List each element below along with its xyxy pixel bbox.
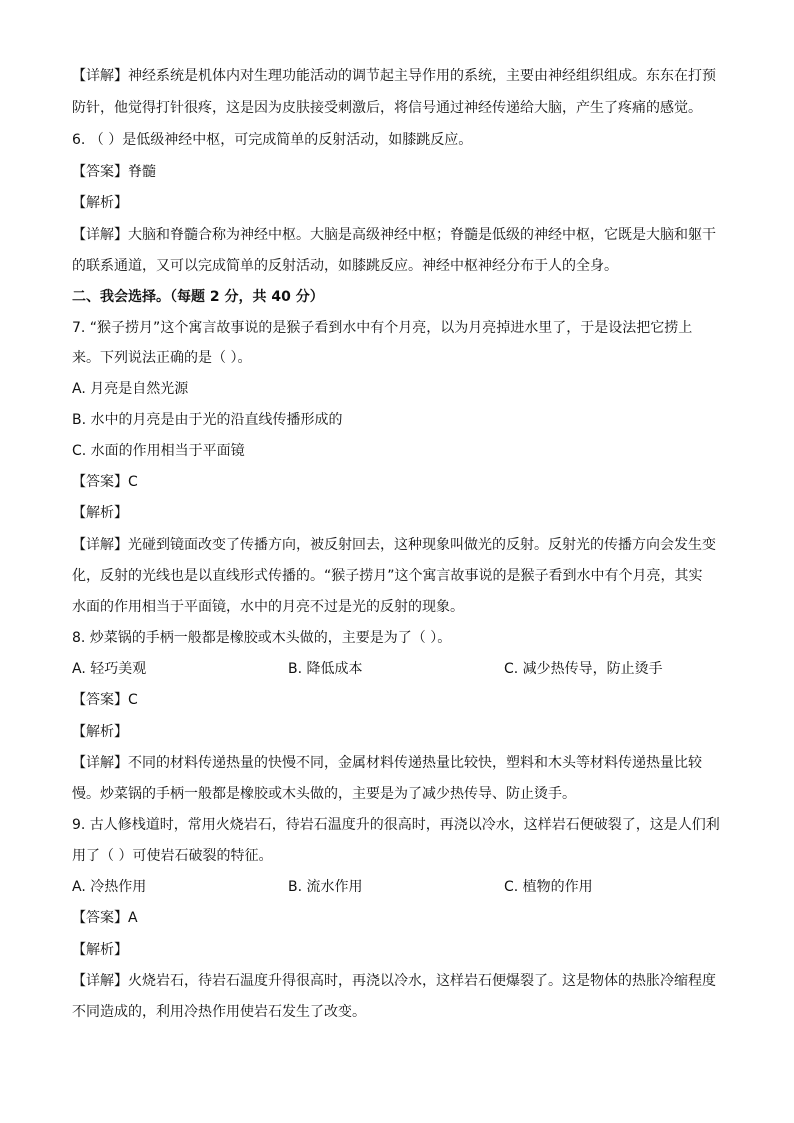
- detail-text: 【详解】神经系统是机体内对生理功能活动的调节起主导作用的系统，主要由神经组织组成。东东在打预: [72, 68, 716, 84]
- option-c: C. 植物的作用: [504, 879, 593, 895]
- answer-8: 【答案】C: [72, 692, 138, 708]
- analysis-label: 【解析】: [72, 505, 128, 521]
- option-b: B. 流水作用: [288, 879, 363, 895]
- option-b: B. 水中的月亮是由于光的沿直线传播形成的: [72, 412, 343, 428]
- detail-text: 【详解】光碰到镜面改变了传播方向，被反射回去，这种现象叫做光的反射。反射光的传播方向会发生变: [72, 537, 716, 553]
- detail-text: 不同造成的，利用冷热作用使岩石发生了改变。: [72, 1004, 366, 1020]
- detail-text: 水面的作用相当于平面镜，水中的月亮不过是光的反射的现象。: [72, 599, 464, 615]
- option-c: C. 水面的作用相当于平面镜: [72, 443, 245, 459]
- analysis-label: 【解析】: [72, 724, 128, 740]
- answer-7: 【答案】C: [72, 474, 138, 490]
- analysis-label: 【解析】: [72, 942, 128, 958]
- answer-9: 【答案】A: [72, 910, 138, 926]
- section-title: 二、我会选择。（每题 2 分，共 40 分）: [72, 289, 324, 305]
- analysis-label: 【解析】: [72, 195, 128, 211]
- question-6: 6. （ ）是低级神经中枢，可完成简单的反射活动，如膝跳反应。: [72, 132, 473, 148]
- option-c: C. 减少热传导，防止烫手: [504, 661, 663, 677]
- detail-text: 防针，他觉得打针很疼，这是因为皮肤接受刺激后，将信号通过神经传递给大脑，产生了疼痛的感觉。: [72, 100, 702, 116]
- question-9-cont: 用了（ ）可使岩石破裂的特征。: [72, 848, 273, 864]
- option-a: A. 月亮是自然光源: [72, 381, 189, 397]
- options-row: [72, 877, 722, 897]
- answer-6: 【答案】脊髓: [72, 164, 156, 180]
- detail-text: 的联系通道，又可以完成简单的反射活动，如膝跳反应。神经中枢神经分布于人的全身。: [72, 258, 618, 274]
- question-7: 7. “猴子捞月”这个寓言故事说的是猴子看到水中有个月亮，以为月亮掉进水里了，于是设法把它捞上: [72, 320, 693, 336]
- detail-text: 慢。炒菜锅的手柄一般都是橡胶或木头做的，主要是为了减少热传导、防止烫手。: [72, 786, 576, 802]
- question-9: 9. 古人修栈道时，常用火烧岩石，待岩石温度升的很高时，再浇以冷水，这样岩石便破裂了，这是人们利: [72, 817, 720, 833]
- detail-text: 【详解】大脑和脊髓合称为神经中枢。大脑是高级神经中枢；脊髓是低级的神经中枢，它既是大脑和躯干: [72, 227, 716, 243]
- question-7-cont: 来。下列说法正确的是（ ）。: [72, 350, 252, 366]
- options-row: [72, 659, 722, 679]
- detail-text: 【详解】火烧岩石，待岩石温度升得很高时，再浇以冷水，这样岩石便爆裂了。这是物体的热胀冷缩程度: [72, 973, 716, 989]
- option-a: A. 冷热作用: [72, 879, 147, 895]
- detail-text: 【详解】不同的材料传递热量的快慢不同，金属材料传递热量比较快，塑料和木头等材料传递热量比较: [72, 755, 702, 771]
- question-8: 8. 炒菜锅的手柄一般都是橡胶或木头做的，主要是为了（ ）。: [72, 630, 452, 646]
- option-a: A. 轻巧美观: [72, 661, 147, 677]
- detail-text: 化，反射的光线也是以直线形式传播的。“猴子捞月”这个寓言故事说的是猴子看到水中有个月亮，其实: [72, 568, 703, 584]
- option-b: B. 降低成本: [288, 661, 363, 677]
